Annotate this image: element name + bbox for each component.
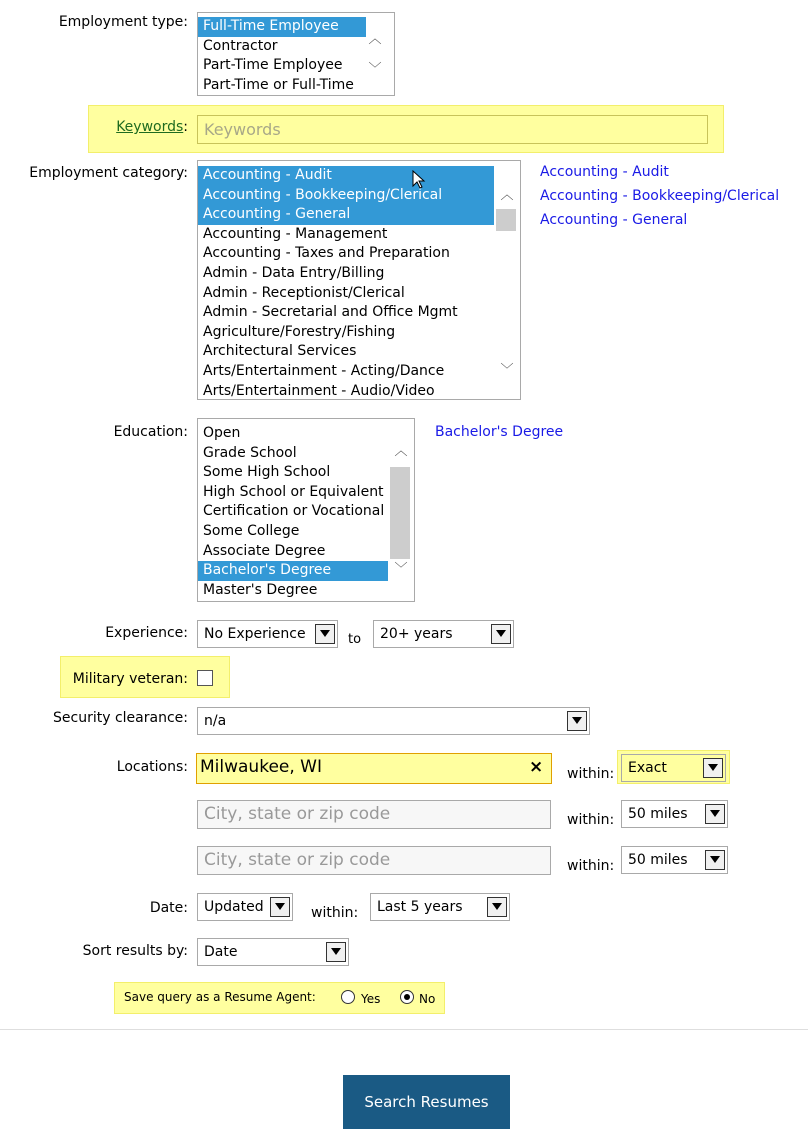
location-within-label-3: within: — [567, 858, 615, 874]
location-within-label-2: within: — [567, 812, 615, 828]
search-resumes-button[interactable]: Search Resumes — [343, 1075, 510, 1129]
location-input-1[interactable] — [196, 753, 552, 784]
locations-label: Locations: — [116, 759, 188, 775]
close-icon[interactable]: × — [529, 757, 544, 777]
location-value-1: Milwaukee, WI — [200, 757, 322, 777]
chevron-down-icon[interactable]: ﹀ — [368, 62, 382, 77]
chevron-up-icon[interactable]: ︿ — [394, 444, 408, 459]
category-selected-list — [540, 160, 779, 232]
location-within-value-2: 50 miles — [628, 806, 688, 822]
category-selected-link[interactable]: Accounting - Audit — [540, 164, 669, 180]
date-within-value: Last 5 years — [377, 899, 463, 915]
experience-label: Experience: — [105, 625, 188, 641]
location-within-label-1: within: — [567, 766, 615, 782]
education-scrollbar[interactable] — [388, 419, 414, 601]
date-value: Updated — [204, 899, 264, 915]
chevron-down-icon[interactable] — [315, 624, 335, 644]
employment-type-listbox[interactable] — [197, 12, 395, 96]
category-option[interactable]: Arts/Entertainment - Acting/Dance — [203, 362, 445, 379]
chevron-down-icon[interactable] — [491, 624, 511, 644]
chevron-down-icon[interactable] — [487, 897, 507, 917]
category-option[interactable]: Agriculture/Forestry/Fishing — [203, 323, 396, 340]
chevron-up-icon[interactable]: ︿ — [500, 188, 514, 203]
experience-from-value: No Experience — [204, 626, 306, 642]
employment-type-option[interactable]: Part-Time Employee — [203, 57, 343, 74]
location-within-select-1[interactable] — [621, 754, 726, 782]
chevron-down-icon[interactable] — [326, 942, 346, 962]
education-option[interactable]: Some High School — [203, 464, 331, 481]
education-option[interactable]: Associate Degree — [203, 542, 326, 559]
category-option[interactable]: Admin - Receptionist/Clerical — [203, 284, 405, 301]
employment-type-label: Employment type: — [58, 14, 188, 30]
location-within-value-3: 50 miles — [628, 852, 688, 868]
resume-agent-no-label[interactable]: No — [419, 992, 436, 1006]
category-option[interactable]: Accounting - Bookkeeping/Clerical — [198, 186, 494, 206]
education-option[interactable]: Some College — [203, 522, 300, 539]
experience-to-label: to — [348, 632, 362, 647]
date-within-label: within: — [311, 905, 359, 921]
category-option[interactable]: Accounting - Audit — [198, 166, 494, 186]
location-input-3[interactable]: City, state or zip code — [197, 846, 551, 875]
education-listbox[interactable] — [197, 418, 415, 602]
date-label: Date: — [149, 900, 188, 916]
employment-category-label: Employment category: — [29, 165, 188, 181]
chevron-down-icon[interactable] — [705, 804, 725, 824]
education-option[interactable]: Bachelor's Degree — [198, 561, 388, 581]
keywords-label-wrap — [116, 119, 188, 135]
divider — [0, 1029, 808, 1030]
category-scrollbar-thumb[interactable] — [496, 209, 516, 231]
chevron-down-icon[interactable] — [270, 897, 290, 917]
military-veteran-checkbox[interactable] — [197, 670, 213, 686]
mouse-cursor-icon — [412, 170, 426, 190]
date-within-select[interactable] — [370, 893, 510, 921]
category-selected-link[interactable]: Accounting - General — [540, 212, 688, 228]
chevron-down-icon[interactable] — [705, 850, 725, 870]
chevron-down-icon[interactable] — [567, 711, 587, 731]
resume-agent-yes-label[interactable]: Yes — [361, 992, 381, 1006]
sort-label: Sort results by: — [82, 943, 188, 959]
location-within-select-2[interactable] — [621, 800, 728, 828]
chevron-up-icon[interactable]: ︿ — [368, 32, 382, 47]
keywords-label-colon: : — [183, 119, 188, 135]
employment-type-option[interactable]: Part-Time or Full-Time — [203, 76, 354, 93]
security-clearance-value: n/a — [204, 713, 227, 729]
category-scrollbar[interactable] — [494, 161, 520, 399]
employment-type-scrollbar[interactable] — [366, 13, 394, 95]
keywords-label-link[interactable]: Keywords — [116, 119, 184, 135]
experience-to-value: 20+ years — [380, 626, 453, 642]
education-selected-list — [435, 420, 563, 444]
employment-type-option[interactable]: Contractor — [203, 37, 278, 54]
location-within-select-3[interactable] — [621, 846, 728, 874]
education-selected-link[interactable]: Bachelor's Degree — [435, 424, 564, 440]
location-within-value-1: Exact — [628, 760, 667, 776]
resume-agent-label: Save query as a Resume Agent: — [124, 990, 316, 1004]
education-option[interactable]: Grade School — [203, 444, 297, 461]
category-option[interactable]: Architectural Services — [203, 343, 357, 360]
employment-category-listbox[interactable] — [197, 160, 521, 400]
security-clearance-label: Security clearance: — [53, 710, 188, 726]
category-option[interactable]: Admin - Secretarial and Office Mgmt — [203, 304, 458, 321]
education-scrollbar-thumb[interactable] — [390, 467, 410, 559]
education-option[interactable]: Master's Degree — [203, 581, 318, 598]
sort-value: Date — [204, 944, 238, 960]
category-option[interactable]: Accounting - Management — [203, 225, 388, 242]
education-label: Education: — [113, 424, 188, 440]
keywords-input[interactable]: Keywords — [197, 115, 708, 144]
sort-select[interactable] — [197, 938, 349, 966]
category-option[interactable]: Admin - Data Entry/Billing — [203, 264, 385, 281]
chevron-down-icon[interactable]: ﹀ — [500, 363, 514, 378]
education-option[interactable]: Certification or Vocational — [203, 503, 385, 520]
military-veteran-label: Military veteran: — [72, 671, 188, 687]
category-option[interactable]: Arts/Entertainment - Audio/Video — [203, 382, 435, 399]
chevron-down-icon[interactable] — [703, 758, 723, 778]
resume-agent-no-radio[interactable] — [400, 990, 414, 1004]
employment-type-option[interactable]: Full-Time Employee — [198, 17, 376, 37]
education-option[interactable]: High School or Equivalent — [203, 483, 384, 500]
category-option[interactable]: Accounting - Taxes and Preparation — [203, 245, 450, 262]
experience-to-select[interactable] — [373, 620, 514, 648]
location-input-2[interactable]: City, state or zip code — [197, 800, 551, 829]
education-option[interactable]: Open — [203, 425, 241, 441]
date-select[interactable] — [197, 893, 293, 921]
category-selected-link[interactable]: Accounting - Bookkeeping/Clerical — [540, 188, 780, 204]
chevron-down-icon[interactable]: ﹀ — [394, 562, 408, 577]
category-option[interactable]: Accounting - General — [198, 205, 494, 225]
resume-agent-yes-radio[interactable] — [341, 990, 355, 1004]
experience-from-select[interactable] — [197, 620, 338, 648]
security-clearance-select[interactable] — [197, 707, 590, 735]
